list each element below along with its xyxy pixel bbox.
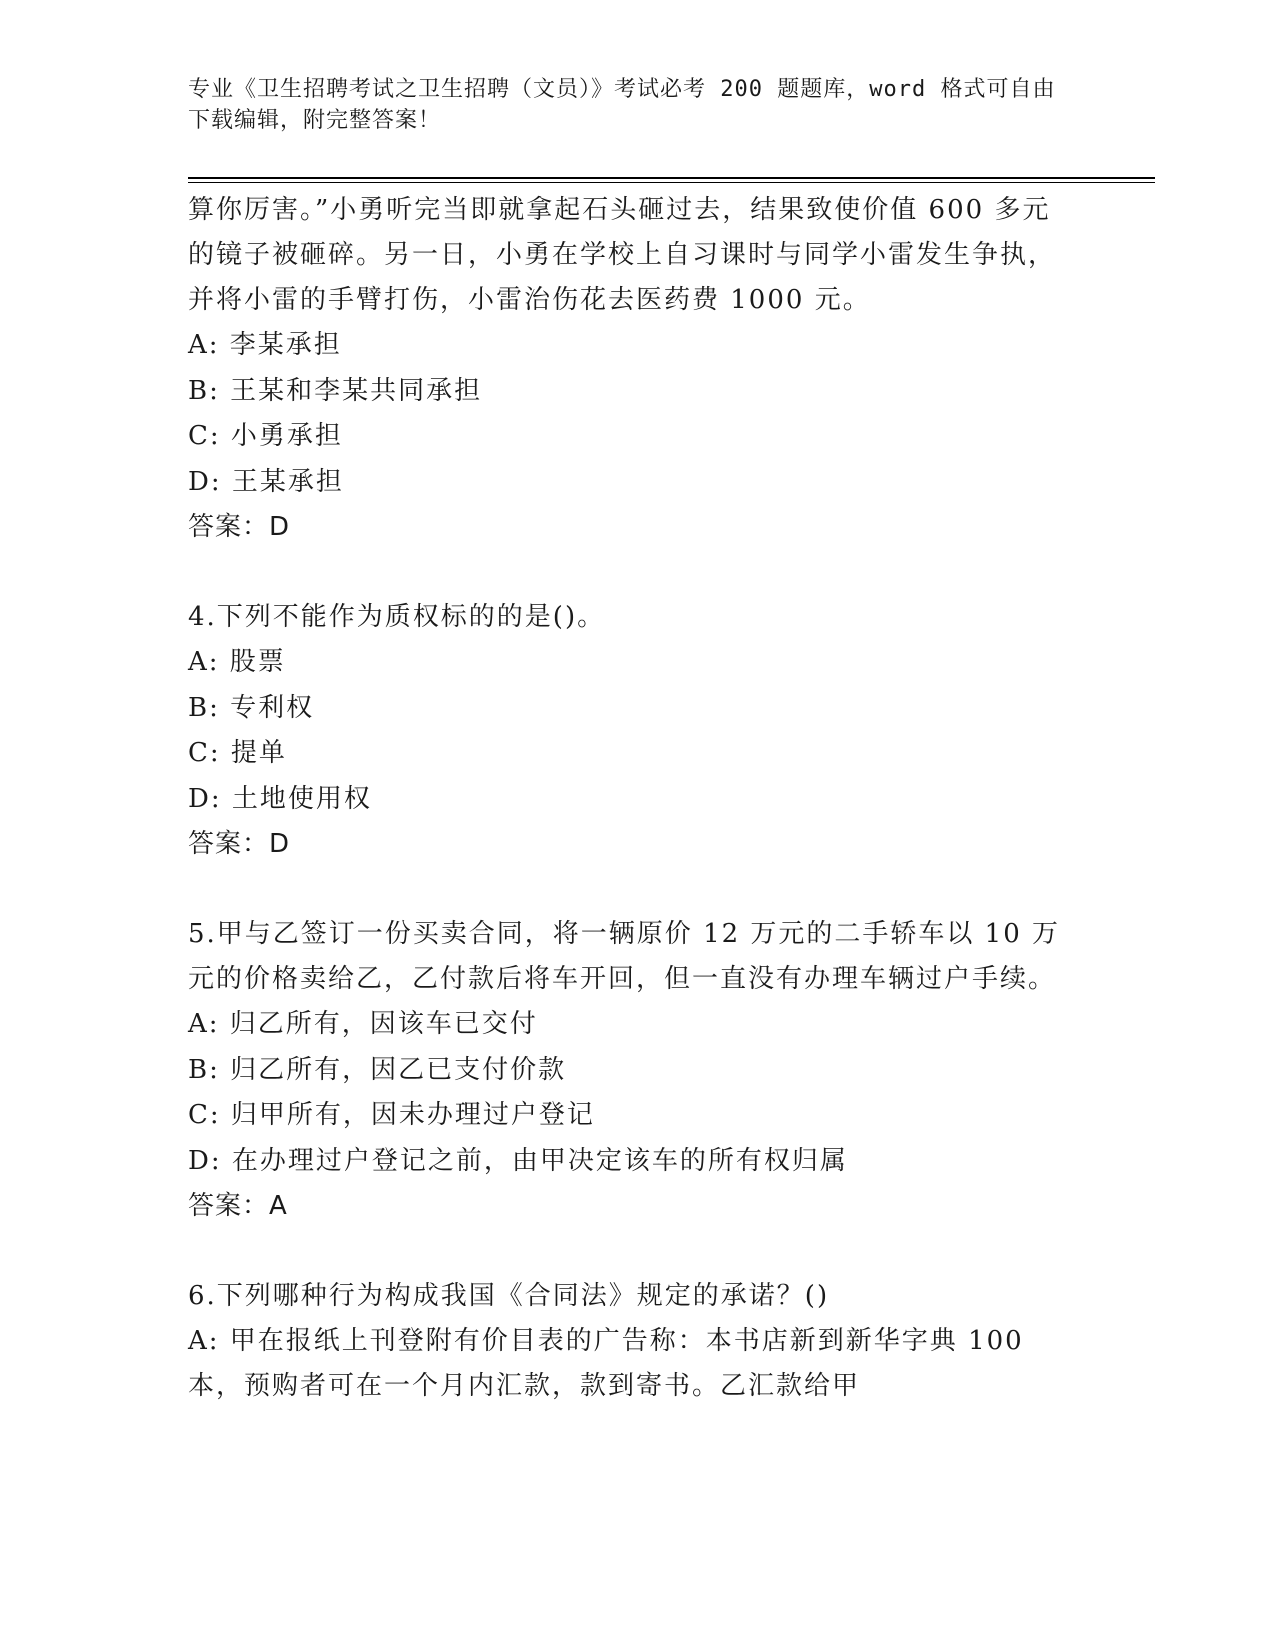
question-5-option-c: C: 归甲所有，因未办理过户登记: [188, 1100, 595, 1130]
question-5: [188, 912, 1068, 1229]
question-4: [188, 595, 1068, 867]
question-5-option-a: A: 归乙所有，因该车已交付: [188, 1009, 538, 1039]
question-3-option-b: B: 王某和李某共同承担: [188, 375, 483, 406]
question-3: [188, 188, 1068, 550]
spacer: [188, 867, 1068, 912]
question-5-title: 5.甲与乙签订一份买卖合同，将一辆原价 12 万元的二手轿车以 10 万元的价格卖给乙，乙付款后将车开回，但一直没有办理车辆过户手续。: [188, 919, 1061, 994]
question-4-option-b: B: 专利权: [188, 692, 315, 723]
question-6-title: 6.下列哪种行为构成我国《合同法》规定的承诺？(): [188, 1281, 830, 1311]
header-divider-thick: [188, 177, 1155, 179]
question-5-option-b: B: 归乙所有，因乙已支付价款: [188, 1054, 567, 1085]
spacer: [188, 1229, 1068, 1274]
question-3-option-d: D: 王某承担: [188, 466, 344, 497]
question-4-answer: 答案：D: [188, 829, 291, 859]
header-title: 专业《卫生招聘考试之卫生招聘（文员）》考试必考 200 题题库，word 格式可自由下载编辑，附完整答案！: [188, 77, 1056, 133]
header-divider-thin: [188, 182, 1155, 183]
question-3-option-c: C: 小勇承担: [188, 421, 343, 451]
question-4-title: 4.下列不能作为质权标的的是()。: [188, 602, 606, 632]
question-3-answer: 答案：D: [188, 512, 291, 542]
question-4-option-d: D: 土地使用权: [188, 783, 372, 814]
document-body: [188, 188, 1068, 1409]
question-6: [188, 1274, 1068, 1409]
spacer: [188, 550, 1068, 595]
question-3-continuation: 算你厉害。”小勇听完当即就拿起石头砸过去，结果致使价值 600 多元的镜子被砸碎。另一日，小勇在学校上自习课时与同学小雷发生争执，并将小雷的手臂打伤，小雷治伤花去医药费 1000 元。: [188, 195, 1057, 315]
question-4-option-a: A: 股票: [188, 647, 286, 677]
question-6-option-a: A: 甲在报纸上刊登附有价目表的广告称：本书店新到新华字典 100 本，预购者可在一个月内汇款，款到寄书。乙汇款给甲: [188, 1326, 1024, 1401]
question-3-option-a: A: 李某承担: [188, 330, 342, 360]
question-5-option-d: D: 在办理过户登记之前，由甲决定该车的所有权归属: [188, 1145, 848, 1176]
document-header: [188, 74, 1068, 136]
question-4-option-c: C: 提单: [188, 738, 287, 768]
question-5-answer: 答案：A: [188, 1191, 288, 1221]
